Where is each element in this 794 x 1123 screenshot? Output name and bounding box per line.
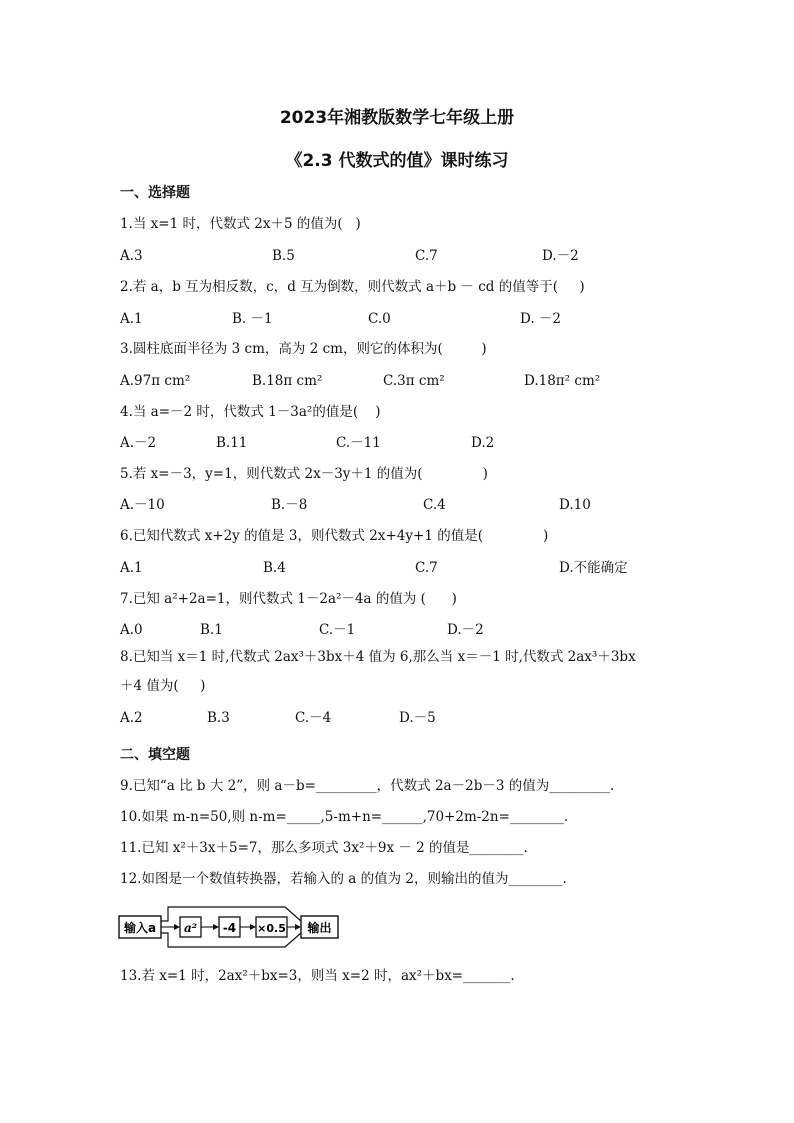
q3-option-d: D.18π² cm²: [524, 373, 601, 389]
q1-option-d: D.－2: [542, 248, 579, 264]
q5-option-c: C.4: [423, 497, 446, 513]
question-11: 11.已知 x²＋3x＋5=7，那么多项式 3x²＋9x － 2 的值是________.: [120, 840, 528, 856]
q5-option-d: D.10: [559, 497, 591, 513]
q1-option-c: C.7: [415, 248, 438, 264]
q3-option-c: C.3π cm²: [383, 373, 445, 389]
q6-option-d: D.不能确定: [559, 560, 628, 576]
q2-option-c: C.0: [368, 311, 391, 327]
section-heading-choice: 一、选择题: [120, 185, 190, 201]
q4-option-d: D.2: [471, 435, 495, 451]
q7-option-a: A.0: [120, 622, 143, 638]
question-2: 2.若 a，b 互为相反数，c，d 互为倒数，则代数式 a＋b － cd 的值等于( ): [120, 279, 585, 295]
q8-option-a: A.2: [120, 710, 143, 726]
value-converter-diagram: [118, 905, 340, 949]
question-8-line-2: ＋4 值为( ): [120, 678, 206, 694]
q6-option-c: C.7: [415, 560, 438, 576]
q4-option-c: C.－11: [336, 435, 381, 451]
q7-option-b: B.1: [200, 622, 223, 638]
q2-option-b: B. －1: [232, 311, 273, 327]
question-5: 5.若 x=－3，y=1，则代数式 2x－3y＋1 的值为( ): [120, 466, 488, 482]
q8-option-d: D.－5: [399, 710, 436, 726]
document-title: 2023年湘教版数学七年级上册: [279, 108, 515, 128]
q4-option-a: A.－2: [120, 435, 157, 451]
q3-option-b: B.18π cm²: [252, 373, 323, 389]
converter-frame: [118, 905, 340, 949]
q6-option-a: A.1: [120, 560, 143, 576]
q6-option-b: B.4: [263, 560, 286, 576]
converter-step-minus-four: -4: [222, 921, 237, 935]
q1-option-a: A.3: [120, 248, 143, 264]
converter-input-label: 输入a: [123, 921, 157, 935]
q5-option-b: B.－8: [271, 497, 308, 513]
q5-option-a: A.－10: [120, 497, 165, 513]
question-3: 3.圆柱底面半径为 3 cm，高为 2 cm，则它的体积为( ): [120, 341, 487, 357]
question-12: 12.如图是一个数值转换器，若输入的 a 的值为 2，则输出的值为________.: [120, 871, 567, 887]
document-subtitle: 《2.3 代数式的值》课时练习: [285, 151, 509, 171]
q7-option-d: D.－2: [447, 622, 484, 638]
question-1: 1.当 x=1 时，代数式 2x＋5 的值为( ): [120, 216, 361, 232]
q3-option-a: A.97π cm²: [120, 373, 191, 389]
q2-option-a: A.1: [120, 311, 143, 327]
q1-option-b: B.5: [272, 248, 295, 264]
question-8-line-1: 8.已知当 x＝1 时,代数式 2ax³＋3bx＋4 值为 6,那么当 x＝－1 时,代数式 2ax³＋3bx: [120, 649, 636, 665]
q2-option-d: D. －2: [520, 311, 562, 327]
q8-option-b: B.3: [207, 710, 230, 726]
section-heading-fill-in: 二、填空题: [120, 747, 190, 763]
q8-option-c: C.－4: [295, 710, 332, 726]
question-6: 6.已知代数式 x+2y 的值是 3，则代数式 2x+4y+1 的值是( ): [120, 528, 549, 544]
question-4: 4.当 a=－2 时，代数式 1－3a²的值是( ): [120, 404, 381, 420]
question-13: 13.若 x=1 时，2ax²＋bx=3，则当 x=2 时，ax²＋bx=_______.: [120, 968, 515, 984]
converter-step-square: a²: [183, 921, 198, 935]
question-10: 10.如果 m-n=50,则 n-m=_____,5-m+n=______,70+2m-2n=________.: [120, 809, 569, 825]
converter-output-label: 输出: [307, 921, 332, 935]
converter-step-times-half: ×0.5: [257, 922, 286, 935]
q7-option-c: C.－1: [319, 622, 356, 638]
question-7: 7.已知 a²+2a=1，则代数式 1－2a²－4a 的值为 ( ): [120, 591, 457, 607]
question-9: 9.已知“a 比 b 大 2”，则 a－b=_________，代数式 2a－2b－3 的值为_________.: [120, 778, 615, 794]
q4-option-b: B.11: [216, 435, 248, 451]
